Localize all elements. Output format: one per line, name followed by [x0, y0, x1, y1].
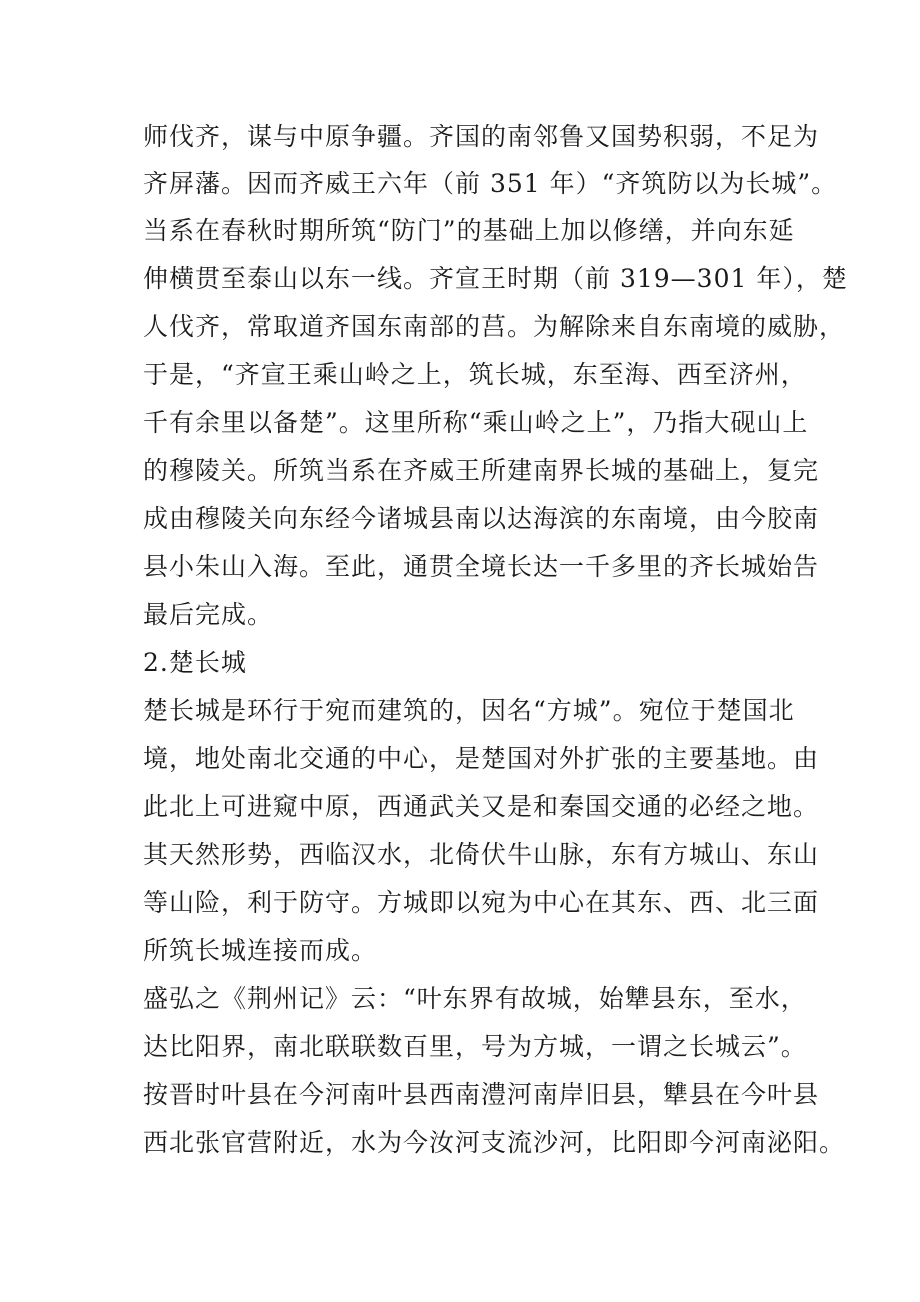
- text-line: 所筑长城连接而成。: [143, 936, 378, 965]
- text-line: 西北张官营附近，水为今汝河支流沙河，比阳即今河南泌阳。: [143, 1128, 846, 1157]
- text-line: 于是，“齐宣王乘山岭之上，筑长城，东至海、西至济州，: [143, 360, 807, 389]
- text-line: 千有余里以备楚”。这里所称“乘山岭之上”，乃指大砚山上: [143, 408, 809, 437]
- text-line: 等山险，利于防守。方城即以宛为中心在其东、西、北三面: [143, 888, 820, 917]
- text-line: 当系在春秋时期所筑“防门”的基础上加以修缮，并向东延: [143, 216, 795, 245]
- text-line: 的穆陵关。所筑当系在齐威王所建南界长城的基础上，复完: [143, 456, 820, 485]
- text-line: 按晋时叶县在今河南叶县西南澧河南岸旧县，犨县在今叶县: [143, 1080, 820, 1109]
- text-line: 楚长城是环行于宛而建筑的，因名“方城”。宛位于楚国北: [143, 696, 795, 725]
- text-line: 师伐齐，谋与中原争疆。齐国的南邻鲁又国势积弱，不足为: [143, 122, 820, 151]
- text-line: 境，地处南北交通的中心，是楚国对外扩张的主要基地。由: [143, 744, 820, 773]
- text-line: 齐屏藩。因而齐威王六年（前 351 年）“齐筑防以为长城”。: [143, 169, 838, 198]
- text-line: 县小朱山入海。至此，通贯全境长达一千多里的齐长城始告: [143, 552, 820, 581]
- text-line: 人伐齐，常取道齐国东南部的莒。为解除来自东南境的威胁，: [143, 312, 846, 341]
- text-line: 成由穆陵关向东经今诸城县南以达海滨的东南境，由今胶南: [143, 504, 820, 533]
- text-line: 盛弘之《荆州记》云：“叶东界有故城，始犨县东，至水，: [143, 984, 807, 1013]
- text-line: 最后完成。: [143, 600, 274, 629]
- text-line: 伸横贯至泰山以东一线。齐宣王时期（前 319—301 年），楚: [143, 264, 848, 293]
- text-line: 此北上可进窥中原，西通武关又是和秦国交通的必经之地。: [143, 792, 820, 821]
- text-line: 达比阳界，南北联联数百里，号为方城，一谓之长城云”。: [143, 1032, 807, 1061]
- text-line: 其天然形势，西临汉水，北倚伏牛山脉，东有方城山、东山: [143, 840, 820, 869]
- section-heading: 2.楚长城: [143, 648, 247, 677]
